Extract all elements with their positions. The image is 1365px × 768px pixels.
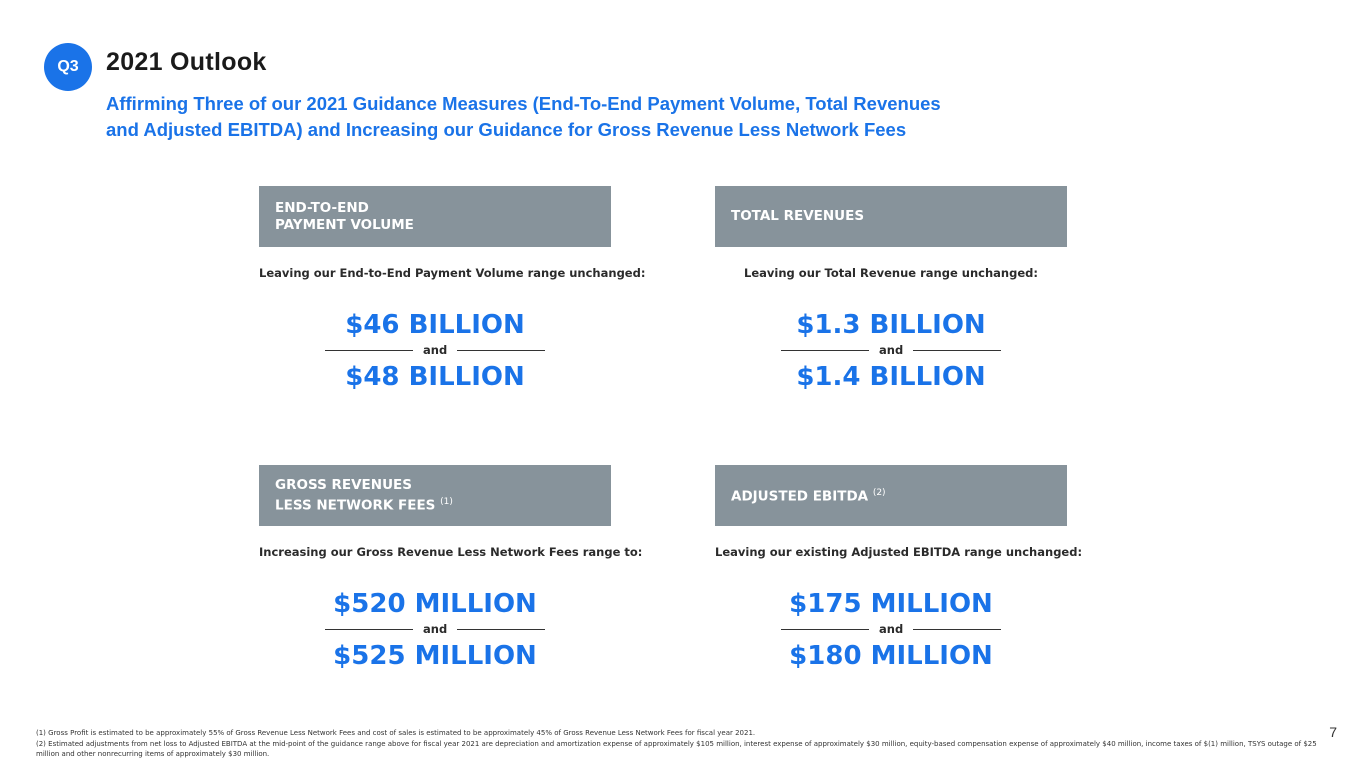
card-gross-revenues: [259, 465, 643, 671]
footnote-ref: (1): [440, 496, 453, 507]
card-header-line-1: GROSS REVENUES: [275, 476, 412, 493]
card-description: Leaving our Total Revenue range unchanged:: [744, 266, 1038, 280]
divider-line: [325, 350, 413, 351]
page-title: 2021 Outlook: [106, 48, 267, 76]
and-label: and: [423, 343, 448, 357]
card-header-line-1: ADJUSTED EBITDA: [731, 488, 869, 505]
card-total-revenues: [715, 186, 1067, 392]
divider-line: [913, 350, 1001, 351]
range-low-value: $1.3 BILLION: [796, 310, 986, 340]
card-adjusted-ebitda: [715, 465, 1083, 671]
divider-line: [913, 629, 1001, 630]
footnotes: [36, 728, 1336, 760]
footnote-1: (1) Gross Profit is estimated to be approximately 55% of Gross Revenue Less Network Fees and cost of sales is estimated to be approximately 45% of Gross Revenue Less Network Fees for fiscal year 2021.: [36, 729, 756, 737]
divider-line: [457, 629, 545, 630]
and-label: and: [423, 622, 448, 636]
and-label: and: [879, 343, 904, 357]
range-high-value: $48 BILLION: [345, 362, 525, 392]
card-header-line-1: END-TO-END: [275, 199, 369, 216]
and-label: and: [879, 622, 904, 636]
card-description: Increasing our Gross Revenue Less Network Fees range to:: [259, 545, 643, 559]
card-header-line-2-wrap: [275, 494, 453, 515]
range-high-value: $1.4 BILLION: [796, 362, 986, 392]
card-header-line-2: LESS NETWORK FEES: [275, 497, 436, 514]
card-header-line-2: PAYMENT VOLUME: [275, 216, 414, 233]
quarter-badge: Q3: [44, 43, 92, 91]
footnote-2: (2) Estimated adjustments from net loss to Adjusted EBITDA at the mid-point of the guidance range above for fiscal year 2021 are depreciation and amortization expense of approximately $105 million, interest expense of approximately $30 million, equity-based compensation expense of approximately $40 million, income taxes of $(1) million, TSYS outage of $25 million and other nonrecurring items of approximately $30 million.: [36, 740, 1317, 758]
divider-line: [781, 629, 869, 630]
footnote-ref: (2): [872, 488, 886, 499]
range-connector: [715, 342, 1067, 358]
card-header: [259, 186, 611, 247]
range-high-value: $180 MILLION: [789, 641, 993, 671]
card-header-line-1-wrap: [731, 485, 886, 506]
card-payment-volume: [259, 186, 646, 392]
card-header: [715, 186, 1067, 247]
divider-line: [457, 350, 545, 351]
range-low-value: $175 MILLION: [789, 589, 993, 619]
page-number: 7: [1329, 724, 1337, 740]
card-header-line-1: TOTAL REVENUES: [731, 208, 865, 224]
range-connector: [715, 621, 1067, 637]
range-low-value: $46 BILLION: [345, 310, 525, 340]
card-description: Leaving our existing Adjusted EBITDA range unchanged:: [715, 545, 1083, 559]
divider-line: [325, 629, 413, 630]
card-description: Leaving our End-to-End Payment Volume range unchanged:: [259, 266, 646, 280]
page-subtitle: [106, 91, 1066, 143]
card-header: [715, 465, 1067, 526]
range-high-value: $525 MILLION: [333, 641, 537, 671]
card-header: [259, 465, 611, 526]
range-connector: [259, 342, 611, 358]
subtitle-line-1: Affirming Three of our 2021 Guidance Measures (End-To-End Payment Volume, Total Revenues: [106, 93, 941, 114]
subtitle-line-2: and Adjusted EBITDA) and Increasing our Guidance for Gross Revenue Less Network Fees: [106, 119, 907, 140]
divider-line: [781, 350, 869, 351]
range-low-value: $520 MILLION: [333, 589, 537, 619]
range-connector: [259, 621, 611, 637]
